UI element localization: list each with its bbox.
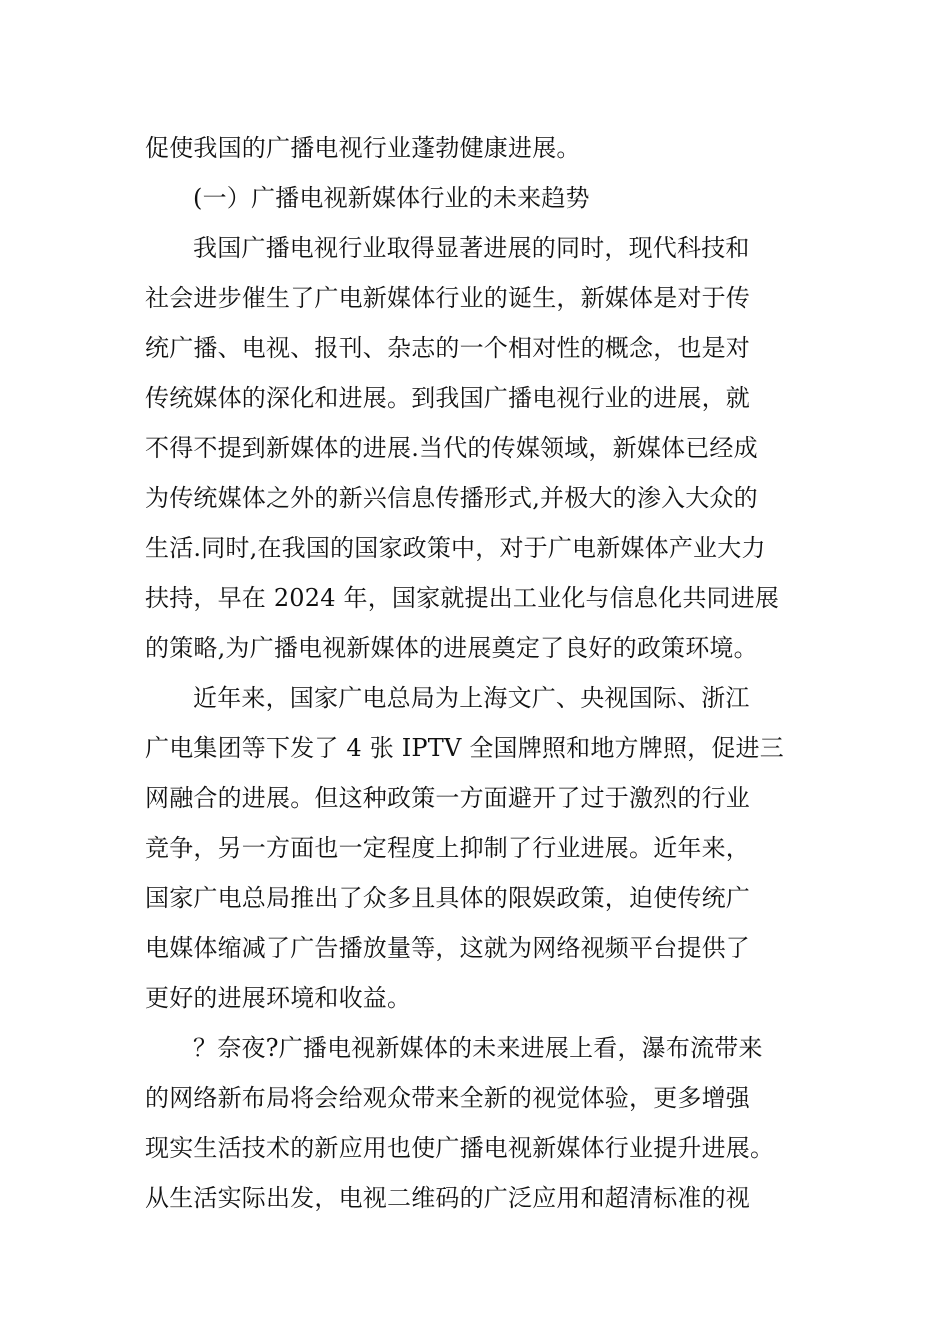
text-line: 传统媒体的深化和进展。到我国广播电视行业的进展，就 (145, 384, 750, 412)
text-line: 我国广播电视行业取得显著进展的同时，现代科技和 (193, 234, 750, 262)
text-line: 的策略,为广播电视新媒体的进展奠定了良好的政策环境。 (145, 634, 758, 662)
text-line: 电媒体缩减了广告播放量等，这就为网络视频平台提供了 (145, 934, 750, 962)
text-line: 国家广电总局推出了众多且具体的限娱政策，迫使传统广 (145, 884, 750, 912)
text-line: 为传统媒体之外的新兴信息传播形式,并极大的渗入大众的 (145, 484, 758, 512)
text-line: 近年来，国家广电总局为上海文广、央视国际、浙江 (193, 684, 750, 712)
text-line: 现实生活技术的新应用也使广播电视新媒体行业提升进展。 (145, 1134, 775, 1162)
text-line: 不得不提到新媒体的进展.当代的传媒领域，新媒体已经成 (145, 434, 758, 462)
text-line: 网融合的进展。但这种政策一方面避开了过于激烈的行业 (145, 784, 750, 812)
section-heading: (一）广播电视新媒体行业的未来趋势 (193, 184, 590, 212)
text-line: 社会进步催生了广电新媒体行业的诞生，新媒体是对于传 (145, 284, 750, 312)
text-line: 生活.同时,在我国的国家政策中，对于广电新媒体产业大力 (145, 534, 766, 562)
text-line: ？奈夜?广播电视新媒体的未来进展上看，瀑布流带来 (193, 1034, 763, 1062)
text-line: 扶持，早在 2024 年，国家就提出工业化与信息化共同进展 (145, 584, 780, 612)
text-line: 更好的进展环境和收益。 (145, 984, 412, 1012)
text-line: 促使我国的广播电视行业蓬勃健康进展。 (145, 134, 581, 162)
text-line: 统广播、电视、报刊、杂志的一个相对性的概念，也是对 (145, 334, 750, 362)
text-line: 从生活实际出发，电视二维码的广泛应用和超清标准的视 (145, 1184, 750, 1212)
text-line: 的网络新布局将会给观众带来全新的视觉体验，更多增强 (145, 1084, 750, 1112)
text-line: 广电集团等下发了 4 张 IPTV 全国牌照和地方牌照，促进三 (145, 734, 784, 762)
text-line: 竞争，另一方面也一定程度上抑制了行业进展。近年来， (145, 834, 750, 862)
